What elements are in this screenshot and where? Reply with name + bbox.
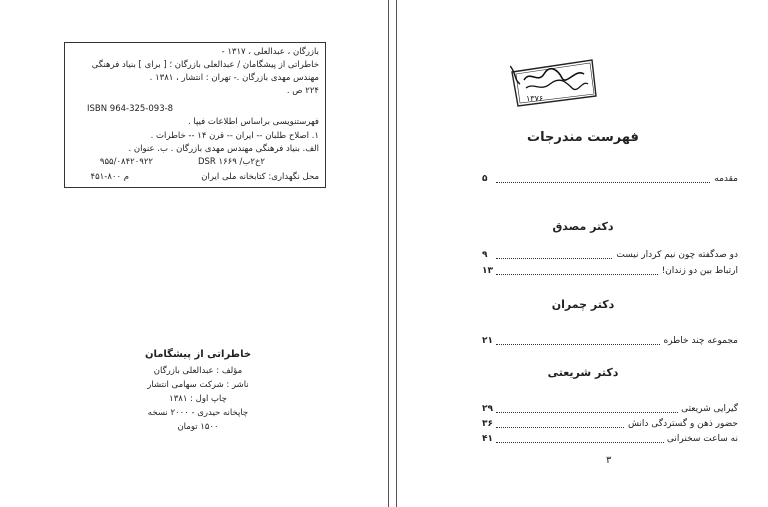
- page-number: ۳: [606, 455, 612, 466]
- catalog-isbn: ISBN 964-325-093-8: [87, 104, 174, 114]
- toc-entry-page: ۳۶: [482, 419, 496, 429]
- gutter-line: [396, 0, 397, 507]
- toc-entry[interactable]: [482, 404, 738, 416]
- catalog-line: ۱. اصلاح طلبان -- ایران -- قرن ۱۴ -- خاطرات .: [150, 131, 319, 141]
- gutter-line: [388, 0, 389, 507]
- toc-entry[interactable]: [482, 266, 738, 278]
- catalog-line: بازرگان ، عبدالعلی ، ۱۳۱۷ -: [221, 47, 319, 57]
- catalog-line: فهرستنویسی براساس اطلاعات فیپا .: [187, 117, 319, 127]
- toc-entry-page: ۵: [482, 174, 491, 184]
- toc-entry-label: ارتباط بین دو زندان!: [659, 266, 738, 276]
- library-stamp: [510, 58, 598, 108]
- stamp-year: ۱۳۷۶: [526, 94, 544, 103]
- catalog-line: خاطراتی از پیشگامان / عبدالعلی بازرگان ؛ [ برای ] بنیاد فرهنگی: [91, 60, 319, 70]
- colophon-publisher: ناشر : شرکت سهامی انتشار: [147, 380, 249, 390]
- toc-entry-label: گیرایی شریعتی: [678, 404, 738, 414]
- toc-entry-label: دو صدگفته چون نیم کردار نیست: [613, 250, 738, 260]
- toc-entry-page: ۱۳: [482, 266, 496, 276]
- toc-entry-label: نه ساعت سخنرانی: [664, 434, 738, 444]
- toc-entry[interactable]: [482, 250, 738, 262]
- colophon-price: ۱۵۰۰ تومان: [177, 422, 219, 432]
- section-heading: دکتر چمران: [551, 298, 615, 311]
- catalog-call-number: ۲خ۲ب/ DSR ۱۶۶۹: [197, 157, 265, 167]
- section-heading: دکتر مصدق: [552, 220, 614, 233]
- catalog-line: ۲۲۴ ص .: [286, 86, 319, 96]
- toc-entry-label: مجموعه چند خاطره: [660, 336, 738, 346]
- toc-entry-page: ۹: [482, 250, 491, 260]
- catalog-record-number: م ۸۰۰-۴۵۱: [90, 172, 129, 182]
- colophon-author: مؤلف : عبدالعلی بازرگان: [153, 366, 243, 376]
- toc-entry[interactable]: [482, 419, 738, 431]
- toc-entry-label: حضور ذهن و گستردگی دانش: [625, 419, 738, 429]
- catalog-location: محل نگهداری: کتابخانه ملی ایران: [201, 172, 319, 182]
- colophon-edition: چاپ اول : ۱۳۸۱: [169, 394, 227, 404]
- catalog-classification: ۹۵۵/۰۸۴۲۰۹۲۲: [99, 157, 153, 167]
- catalog-line: مهندس مهدی بازرگان .- تهران : انتشار ، ۱۳۸۱ .: [149, 73, 319, 83]
- toc-entry[interactable]: [482, 336, 738, 348]
- toc-entry-page: ۴۱: [482, 434, 496, 444]
- colophon-title: خاطراتی از پیشگامان: [144, 349, 252, 360]
- catalog-card: [64, 42, 326, 188]
- leader-dots: [496, 182, 738, 183]
- section-heading: دکتر شریعتی: [547, 366, 619, 379]
- catalog-line: الف. بنیاد فرهنگی مهندس مهدی بازرگان . ب. عنوان .: [128, 144, 319, 154]
- toc-title: فهرست مندرجات: [527, 130, 639, 145]
- toc-entry[interactable]: [482, 174, 738, 186]
- toc-entry-page: ۲۹: [482, 404, 496, 414]
- toc-entry-page: ۲۱: [482, 336, 496, 346]
- right-page: [398, 0, 768, 507]
- colophon-printing: چاپخانه حیدری - ۲۰۰۰ نسخه: [147, 408, 249, 418]
- toc-entry[interactable]: [482, 434, 738, 446]
- toc-entry-label: مقدمه: [711, 174, 738, 184]
